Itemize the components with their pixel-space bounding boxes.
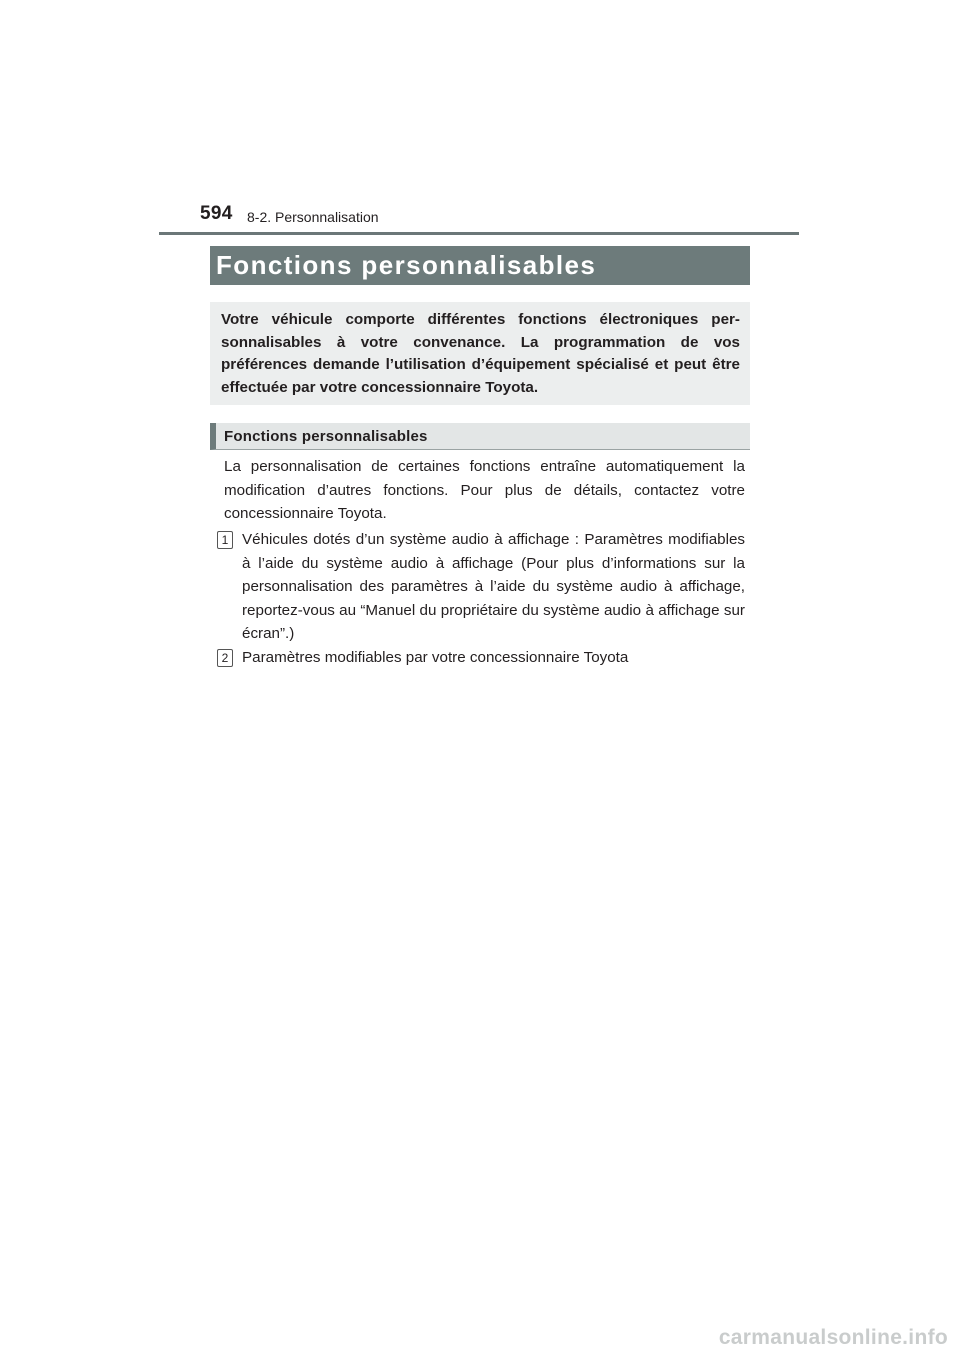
subheading: Fonctions personnalisables (224, 427, 428, 445)
item-number-badge: 2 (217, 649, 233, 667)
page-title: Fonctions personnalisables (216, 250, 597, 280)
item-text: Paramètres modifiables par votre concessionnaire Toyota (242, 649, 629, 666)
page-number: 594 (200, 203, 233, 224)
list-item (217, 646, 745, 670)
body-paragraph: La personnalisation de certaines fonctions entraîne automatiquement la modification d’autres fonctions. Pour plus de détails, contactez votre concessionnaire Toyota. (224, 458, 745, 522)
section-label: 8-2. Personnalisation (247, 209, 379, 225)
list-item (217, 528, 745, 646)
watermark: carmanualsonline.info (718, 1326, 948, 1349)
header-divider (159, 232, 799, 235)
item-text: Véhicules dotés d’un système audio à affichage : Paramètres modifiables à l’aide du système audio à affichage (Pour plus d’informations sur la personnalisation des paramètres à l’aide du système audio à affichage, reportez-vous au “Manuel du propriétaire du système audio à affichage sur écran”.) (242, 531, 745, 642)
item-number-badge: 1 (217, 531, 233, 549)
page-title-band (210, 246, 750, 285)
subheading-bar (210, 423, 750, 450)
intro-text: Votre véhicule comporte différentes fonctions électroniques per-sonnalisables à votre convenance. La programmation de vos préférences demande l’utilisation d’équipement spécialisé et peut être effectuée par votre concessionnaire Toyota. (221, 311, 740, 396)
intro-box (210, 302, 750, 405)
